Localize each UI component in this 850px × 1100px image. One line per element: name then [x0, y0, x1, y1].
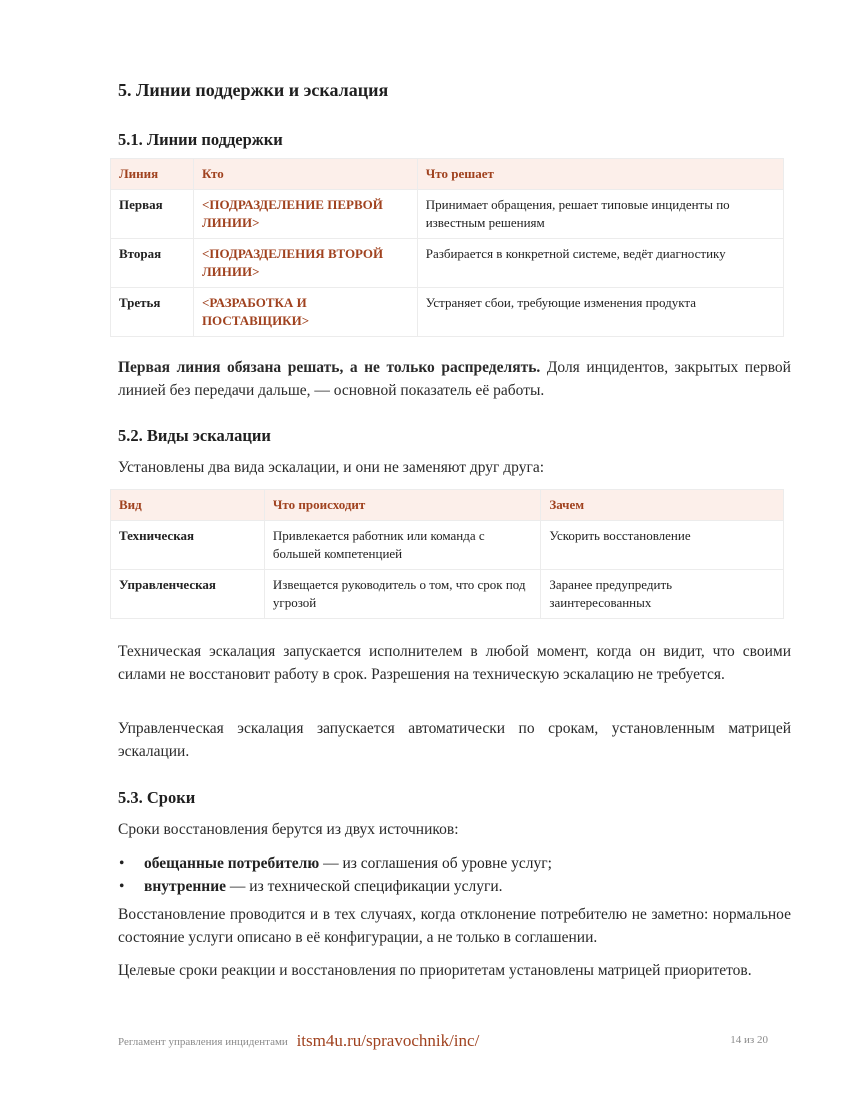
first-line-note: [118, 356, 791, 402]
list-item: [118, 852, 552, 875]
kind-cell: Управленческая: [111, 570, 265, 619]
escalation-intro: Установлены два вида эскалации, и они не заменяют друг друга:: [118, 459, 545, 476]
table-row: [111, 190, 784, 239]
deadlines-intro: Сроки восстановления берутся из двух источников:: [118, 821, 459, 838]
what-cell: Разбирается в конкретной системе, ведёт диагностику: [417, 239, 783, 288]
column-header: Линия: [111, 159, 194, 190]
column-header: Что решает: [417, 159, 783, 190]
table-row: [111, 570, 784, 619]
footer-link[interactable]: itsm4u.ru/spravochnik/inc/: [296, 1031, 480, 1050]
section-title: 5. Линии поддержки и эскалация: [118, 80, 389, 100]
table-row: [111, 239, 784, 288]
subsection-title-5-3: 5.3. Сроки: [118, 788, 196, 807]
table-row: [111, 521, 784, 570]
item-text: — из технической спецификации услуги.: [226, 878, 503, 895]
what-cell: Устраняет сбои, требующие изменения продукта: [417, 288, 783, 337]
line-cell: Первая: [111, 190, 194, 239]
deadline-sources-list: [118, 852, 552, 898]
subsection-title-5-2: 5.2. Виды эскалации: [118, 426, 271, 445]
what-cell: Извещается руководитель о том, что срок под угрозой: [264, 570, 540, 619]
column-header: Вид: [111, 490, 265, 521]
who-cell: <РАЗРАБОТКА И ПОСТАВЩИКИ>: [193, 288, 417, 337]
page-footer: [118, 1030, 768, 1050]
managerial-escalation-paragraph: Управленческая эскалация запускается автоматически по срокам, установленным матрицей эскалации.: [118, 720, 791, 760]
target-deadlines-paragraph: Целевые сроки реакции и восстановления по приоритетам установлены матрицей приоритетов.: [118, 962, 752, 979]
item-bold: обещанные потребителю: [144, 855, 320, 872]
support-lines-table: [110, 158, 784, 337]
line-cell: Третья: [111, 288, 194, 337]
note-text: Доля инцидентов, закрытых первой линией без передачи дальше, — основной показатель её работы.: [118, 359, 791, 399]
table-header-row: [111, 490, 784, 521]
column-header: Зачем: [541, 490, 784, 521]
item-text: — из соглашения об уровне услуг;: [319, 855, 552, 872]
note-bold: Первая линия обязана решать, а не только распределять.: [118, 359, 541, 376]
restoration-paragraph: Восстановление проводится и в тех случаях, когда отклонение потребителю не заметно: нормальное состояние услуги описано в её конфигурации, а не только в соглашении.: [118, 906, 791, 946]
why-cell: Ускорить восстановление: [541, 521, 784, 570]
page-number: 14 из 20: [730, 1034, 768, 1046]
item-bold: внутренние: [144, 878, 227, 895]
what-cell: Принимает обращения, решает типовые инциденты по известным решениям: [417, 190, 783, 239]
footer-document-name: Регламент управления инцидентами: [118, 1036, 288, 1048]
column-header: Кто: [193, 159, 417, 190]
subsection-title-5-1: 5.1. Линии поддержки: [118, 130, 283, 149]
list-item: [118, 875, 552, 898]
column-header: Что происходит: [264, 490, 540, 521]
bullet-icon: •: [119, 855, 125, 872]
table-row: [111, 288, 784, 337]
who-cell: <ПОДРАЗДЕЛЕНИЕ ПЕРВОЙ ЛИНИИ>: [193, 190, 417, 239]
escalation-types-table: [110, 489, 784, 619]
kind-cell: Техническая: [111, 521, 265, 570]
table-header-row: [111, 159, 784, 190]
bullet-icon: •: [119, 878, 125, 895]
line-cell: Вторая: [111, 239, 194, 288]
why-cell: Заранее предупредить заинтересованных: [541, 570, 784, 619]
what-cell: Привлекается работник или команда с большей компетенцией: [264, 521, 540, 570]
technical-escalation-paragraph: Техническая эскалация запускается исполнителем в любой момент, когда он видит, что своими силами не восстановит работу в срок. Разрешения на техническую эскалацию не требуется.: [118, 643, 791, 683]
who-cell: <ПОДРАЗДЕЛЕНИЯ ВТОРОЙ ЛИНИИ>: [193, 239, 417, 288]
